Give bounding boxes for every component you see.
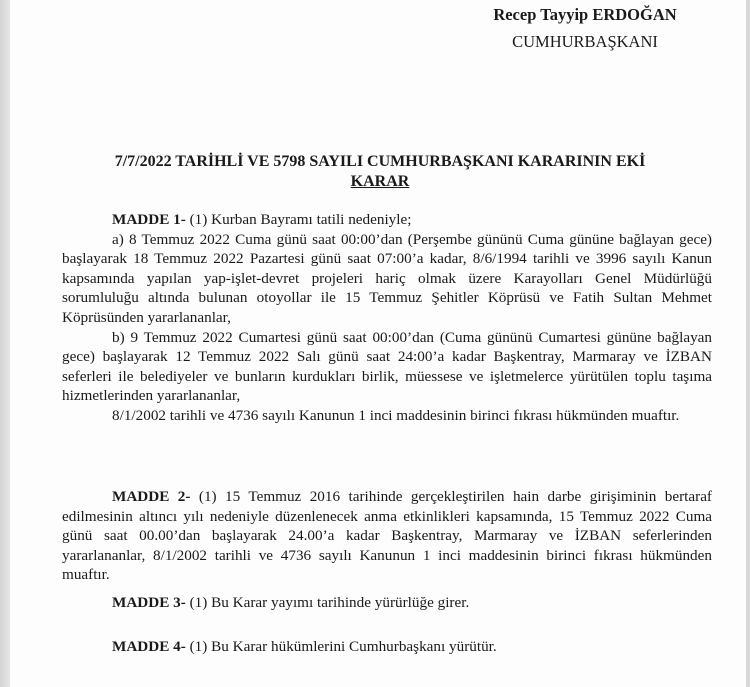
article-1-label: MADDE 1- [112, 211, 186, 228]
signatory-title: CUMHURBAŞKANI [512, 32, 658, 51]
article-4 [62, 637, 712, 657]
signatory-name: Recep Tayyip ERDOĞAN [493, 5, 677, 24]
article-1 [62, 210, 712, 426]
article-2-text: (1) 15 Temmuz 2016 tarihinde gerçekleştirilen hain darbe girişiminin bertaraf edilmesinin altıncı yılı nedeniyle düzenlenecek anma etkinlikleri kapsamında, 15 Temmuz 2022 Cuma günü saat 00.00’dan başlayarak 24.00’a kadar Başkentray, Marmaray ve İZBAN seferlerinden yararlananlar, 8/1/2002 tarihli ve 4736 sayılı Kanunun 1 inci maddesinin birinci fıkrası hükmünden muaftır. [62, 488, 712, 584]
article-3 [62, 593, 712, 613]
article-4-text: (1) Bu Karar hükümlerini Cumhurbaşkanı yürütür. [185, 638, 497, 655]
article-3-text: (1) Bu Karar yayımı tarihinde yürürlüğe girer. [185, 594, 470, 611]
article-1-closing: 8/1/2002 tarihli ve 4736 sayılı Kanunun 1 inci maddesinin birinci fıkrası hükmünden muaftır. [112, 406, 680, 424]
signature-block [465, 4, 705, 54]
article-4-label: MADDE 4- [112, 638, 186, 655]
article-1-clause-b: b) 9 Temmuz 2022 Cumartesi günü saat 00:00’dan (Cuma gününü Cumartesi gününe bağlayan gece) başlayarak 12 Temmuz 2022 Salı günü saat 24:00’a kadar Başkentray, Marmaray ve İZBAN seferleri ile belediyeler ve bunların kurdukları birlik, müessese ve işletmelerce yürütülen toplu taşıma hizmetlerinden yararlananlar, [62, 328, 712, 405]
viewer-left-edge [0, 0, 10, 687]
document-heading [50, 152, 710, 192]
article-3-label: MADDE 3- [112, 594, 186, 611]
article-2-label: MADDE 2- [112, 488, 191, 505]
article-1-clause-a: a) 8 Temmuz 2022 Cuma günü saat 00:00’dan (Perşembe gününü Cuma gününe bağlayan gece) başlayarak 18 Temmuz 2022 Pazartesi günü saat 07:00’a kadar, 8/6/1994 tarihli ve 3996 sayılı Kanun kapsamında yapılan yap-işlet-devret projeleri hariç olmak üzere Karayolları Genel Müdürlüğü sorumluluğu altında bulunan otoyollar ile 15 Temmuz Şehitler Köprüsü ve Fatih Sultan Mehmet Köprüsünden yararlananlar, [62, 230, 712, 326]
article-1-intro: (1) Kurban Bayramı tatili nedeniyle; [185, 211, 412, 228]
article-2 [62, 487, 712, 585]
document-page [10, 0, 746, 687]
heading-line-2: KARAR [350, 173, 410, 190]
viewer-right-edge [746, 0, 750, 687]
heading-line-1: 7/7/2022 TARİHLİ VE 5798 SAYILI CUMHURBAŞKANI KARARININ EKİ [114, 153, 646, 170]
